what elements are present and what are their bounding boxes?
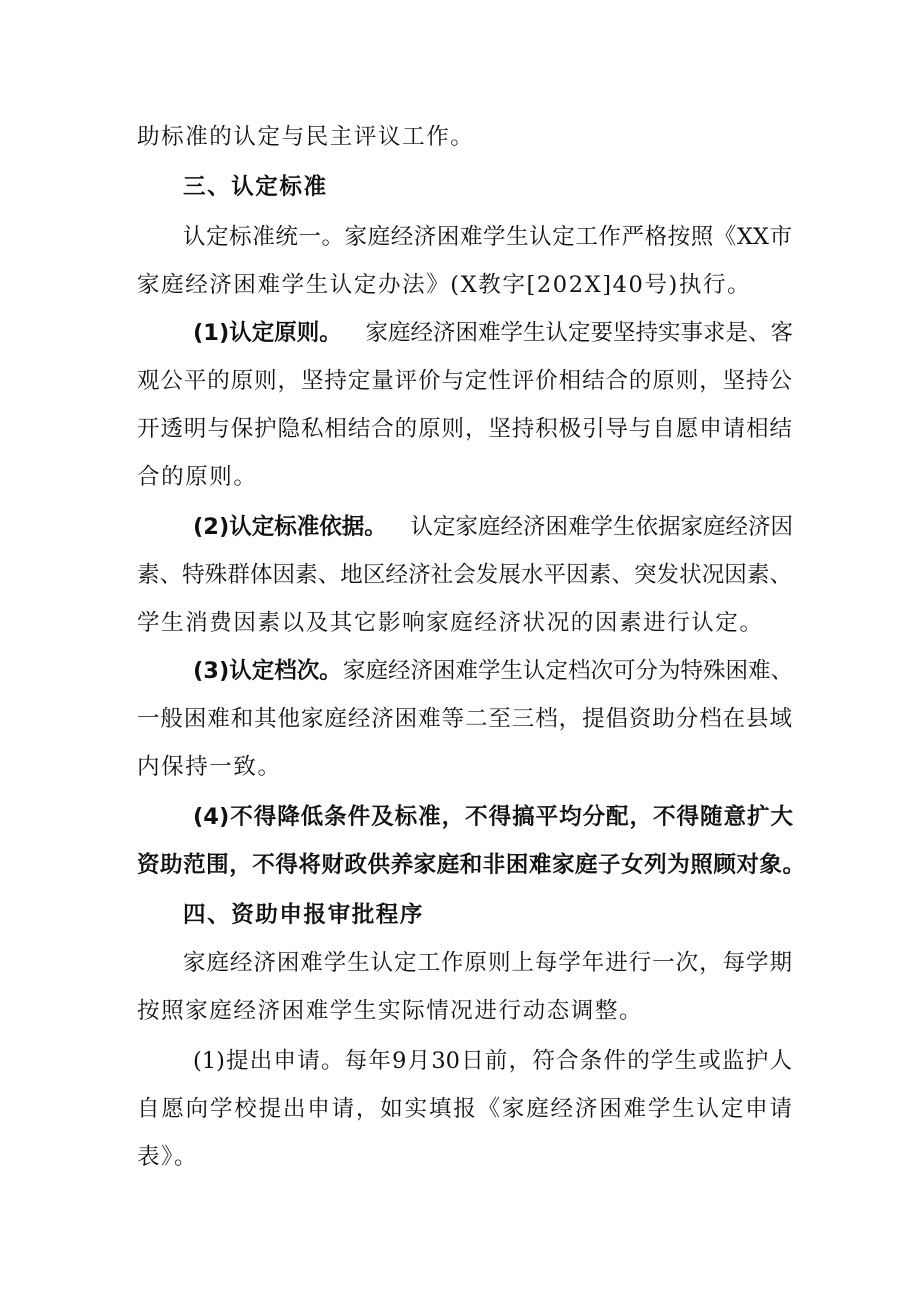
paragraph-line: 素、特殊群体因素、地区经济社会发展水平因素、突发状况因素、 (137, 562, 792, 588)
paragraph-line: 自愿向学校提出申请，如实填报《家庭经济困难学生认定申请 (137, 1096, 792, 1122)
item-text: 认定家庭经济困难学生依据家庭经济因 (410, 514, 793, 540)
paragraph-line (193, 318, 793, 348)
paragraph-line: 表》。 (137, 1144, 199, 1170)
paragraph-line: 观公平的原则，坚持定量评价与定性评价相结合的原则，坚持公 (137, 368, 792, 394)
item-text: 家庭经济困难学生认定档次可分为特殊困难、 (342, 658, 793, 684)
paragraph-line (193, 656, 793, 686)
paragraph-line: 家庭经济困难学生认定工作原则上每学年进行一次，每学期 (183, 950, 792, 976)
paragraph-line: 合的原则。 (137, 464, 258, 490)
paragraph-line: 按照家庭经济困难学生实际情况进行动态调整。 (137, 998, 644, 1024)
item-text: 家庭经济困难学生认定要坚持实事求是、客 (365, 320, 793, 346)
paragraph-line (193, 512, 793, 542)
paragraph-line: (4)不得降低条件及标准，不得搞平均分配，不得随意扩大 (193, 804, 793, 830)
item-heading: (1)认定原则。 (193, 320, 342, 346)
section-heading: 四、资助申报审批程序 (183, 902, 425, 928)
item-heading: (2)认定标准依据。 (193, 514, 387, 540)
paragraph-line: 家庭经济困难学生认定办法》(X教字[202X]40号)执行。 (137, 272, 752, 298)
item-heading: (3)认定档次。 (193, 658, 342, 684)
paragraph-line: 学生消费因素以及其它影响家庭经济状况的因素进行认定。 (137, 610, 764, 636)
paragraph-line: 内保持一致。 (137, 754, 282, 780)
paragraph-line: 一般困难和其他家庭经济困难等二至三档，提倡资助分档在县域 (137, 706, 792, 732)
paragraph-line: (1)提出申请。每年9月30日前，符合条件的学生或监护人 (193, 1048, 792, 1074)
paragraph-line: 开透明与保护隐私相结合的原则，坚持积极引导与自愿申请相结 (137, 416, 792, 442)
paragraph-line: 认定标准统一。家庭经济困难学生认定工作严格按照《XX市 (183, 224, 792, 250)
paragraph-line: 助标准的认定与民主评议工作。 (137, 124, 475, 150)
paragraph-line: 资助范围，不得将财政供养家庭和非困难家庭子女列为照顾对象。 (137, 852, 805, 878)
section-heading: 三、认定标准 (183, 174, 328, 200)
